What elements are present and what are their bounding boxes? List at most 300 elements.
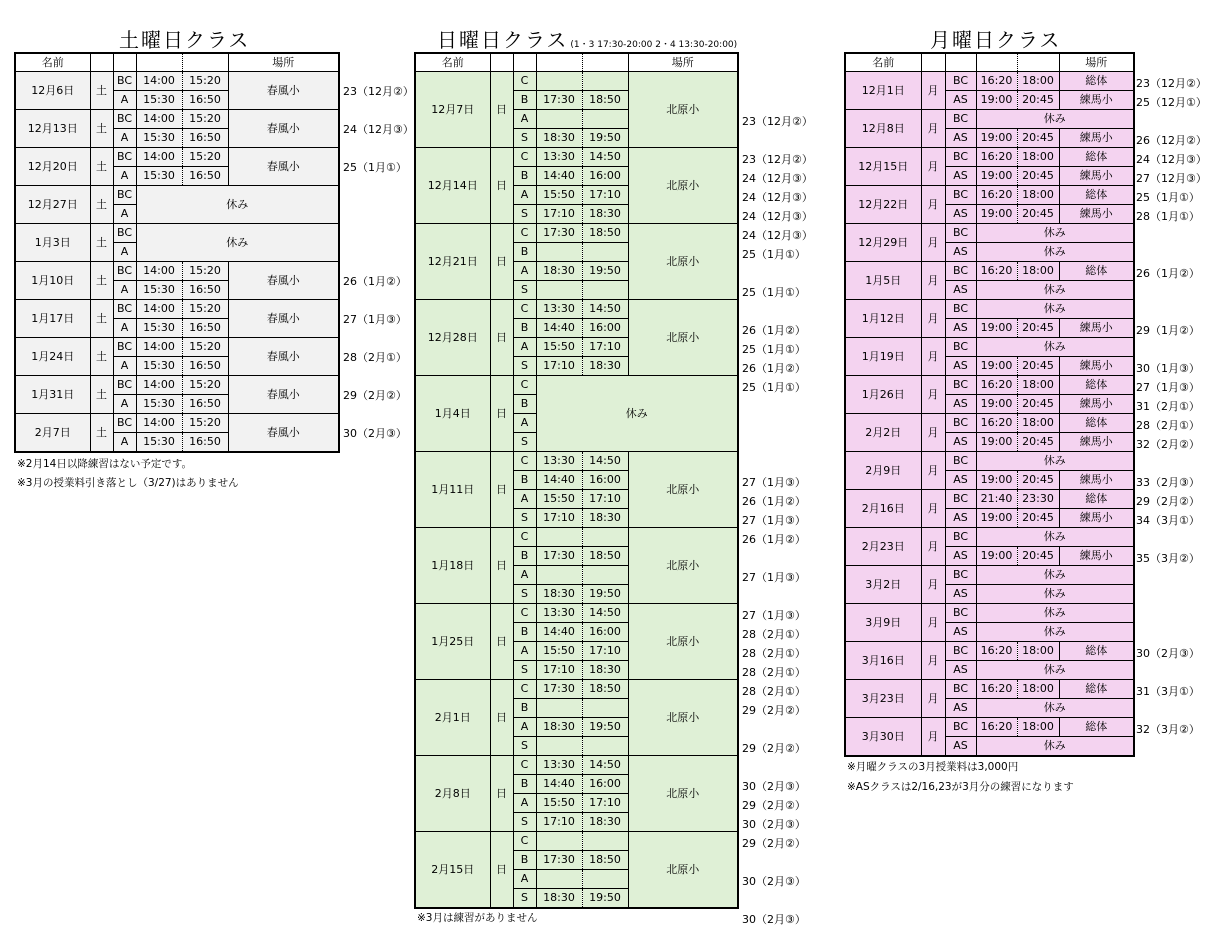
end-time-cell: 16:00 (582, 319, 628, 338)
place-cell: 総体 (1059, 414, 1134, 433)
count-label: 34（3月①） (1136, 514, 1200, 527)
count-label: 26（1月②） (742, 324, 806, 337)
class-cell: B (513, 395, 536, 414)
date-cell: 1月18日 (415, 528, 490, 604)
table-row (15, 376, 339, 395)
weekday-cell: 月 (921, 338, 945, 376)
place-cell: 北原小 (628, 300, 738, 376)
class-cell: BC (113, 338, 136, 357)
weekday-cell: 土 (90, 72, 113, 110)
header-row (845, 53, 1134, 72)
start-time-cell (536, 281, 582, 300)
weekday-cell: 月 (921, 376, 945, 414)
count-label: 33（2月③） (1136, 476, 1200, 489)
class-cell: B (513, 167, 536, 186)
date-cell: 12月28日 (415, 300, 490, 376)
count-label: 28（2月①） (1136, 419, 1200, 432)
weekday-cell: 月 (921, 566, 945, 604)
count-label: 30（1月③） (1136, 362, 1200, 375)
start-time-cell: 14:00 (136, 414, 182, 433)
count-label: 29（2月②） (1136, 495, 1200, 508)
class-cell: BC (945, 452, 976, 471)
date-cell: 3月16日 (845, 642, 921, 680)
class-cell: S (513, 661, 536, 680)
start-time-cell: 14:00 (136, 300, 182, 319)
weekday-cell: 月 (921, 490, 945, 528)
end-time-cell: 20:45 (1017, 319, 1059, 338)
place-cell: 北原小 (628, 224, 738, 300)
place-cell: 春風小 (228, 110, 339, 148)
end-time-cell: 18:00 (1017, 186, 1059, 205)
header-blank (536, 53, 582, 72)
class-cell: A (113, 319, 136, 338)
class-cell: A (113, 281, 136, 300)
class-cell: BC (945, 718, 976, 737)
end-time-cell: 16:50 (182, 129, 228, 148)
table-row (845, 718, 1134, 737)
end-time-cell: 18:30 (582, 205, 628, 224)
class-cell: A (513, 870, 536, 889)
table-row (15, 110, 339, 129)
start-time-cell: 15:30 (136, 91, 182, 110)
table-row (415, 604, 738, 623)
place-cell: 練馬小 (1059, 357, 1134, 376)
end-time-cell: 15:20 (182, 148, 228, 167)
count-label: 29（2月②） (343, 389, 407, 402)
table-row (415, 224, 738, 243)
class-cell: A (513, 490, 536, 509)
start-time-cell: 14:00 (136, 72, 182, 91)
count-label: 26（1月②） (742, 495, 806, 508)
header-place: 場所 (1059, 53, 1134, 72)
end-time-cell: 18:00 (1017, 148, 1059, 167)
rest-cell: 休み (976, 737, 1134, 757)
start-time-cell: 13:30 (536, 756, 582, 775)
header-row (15, 53, 339, 72)
place-cell: 練馬小 (1059, 395, 1134, 414)
date-cell: 12月6日 (15, 72, 90, 110)
count-label: 30（2月③） (343, 427, 407, 440)
end-time-cell: 19:50 (582, 585, 628, 604)
start-time-cell: 17:10 (536, 357, 582, 376)
class-cell: BC (945, 110, 976, 129)
rest-cell: 休み (976, 224, 1134, 243)
end-time-cell: 15:20 (182, 376, 228, 395)
start-time-cell (536, 870, 582, 889)
count-label: 26（12月②） (1136, 134, 1207, 147)
class-cell: C (513, 832, 536, 851)
end-time-cell: 18:00 (1017, 376, 1059, 395)
class-cell: C (513, 300, 536, 319)
place-cell: 春風小 (228, 376, 339, 414)
class-cell: A (513, 794, 536, 813)
header-name: 名前 (415, 53, 490, 72)
start-time-cell: 15:30 (136, 129, 182, 148)
end-time-cell: 20:45 (1017, 357, 1059, 376)
weekday-cell: 月 (921, 718, 945, 757)
class-cell: S (513, 737, 536, 756)
count-label: 29（2月②） (742, 799, 806, 812)
place-cell: 総体 (1059, 376, 1134, 395)
end-time-cell: 19:50 (582, 129, 628, 148)
class-cell: S (513, 433, 536, 452)
start-time-cell (536, 72, 582, 91)
note-text: ※3月は練習がありません (417, 912, 538, 924)
header-blank (1017, 53, 1059, 72)
place-cell: 練馬小 (1059, 471, 1134, 490)
class-cell: A (113, 395, 136, 414)
start-time-cell: 14:00 (136, 148, 182, 167)
date-cell: 12月27日 (15, 186, 90, 224)
table-row (845, 376, 1134, 395)
rest-cell: 休み (976, 281, 1134, 300)
sunday-schedule-table (414, 52, 739, 909)
weekday-cell: 月 (921, 528, 945, 566)
count-label: 29（1月②） (1136, 324, 1200, 337)
end-time-cell: 18:30 (582, 813, 628, 832)
place-cell: 春風小 (228, 338, 339, 376)
end-time-cell: 20:45 (1017, 205, 1059, 224)
start-time-cell: 16:20 (976, 72, 1017, 91)
weekday-cell: 月 (921, 148, 945, 186)
count-label: 24（12月③） (343, 123, 414, 136)
table-row (15, 148, 339, 167)
place-cell: 総体 (1059, 186, 1134, 205)
end-time-cell: 18:00 (1017, 262, 1059, 281)
place-cell: 総体 (1059, 148, 1134, 167)
start-time-cell: 15:30 (136, 167, 182, 186)
count-label: 27（1月③） (1136, 381, 1200, 394)
class-cell: B (513, 547, 536, 566)
header-blank (582, 53, 628, 72)
table-row (845, 414, 1134, 433)
start-time-cell: 14:40 (536, 167, 582, 186)
class-cell: BC (113, 300, 136, 319)
count-label: 28（2月①） (742, 685, 806, 698)
class-cell: S (513, 357, 536, 376)
class-cell: AS (945, 433, 976, 452)
header-blank (945, 53, 976, 72)
end-time-cell (582, 528, 628, 547)
start-time-cell (536, 110, 582, 129)
date-cell: 3月23日 (845, 680, 921, 718)
count-label: 31（2月①） (1136, 400, 1200, 413)
place-cell: 練馬小 (1059, 509, 1134, 528)
end-time-cell: 15:20 (182, 338, 228, 357)
class-cell: B (513, 623, 536, 642)
end-time-cell: 17:10 (582, 186, 628, 205)
class-cell: S (513, 813, 536, 832)
date-cell: 1月19日 (845, 338, 921, 376)
end-time-cell: 15:20 (182, 72, 228, 91)
weekday-cell: 日 (490, 376, 513, 452)
start-time-cell: 15:30 (136, 357, 182, 376)
date-cell: 2月9日 (845, 452, 921, 490)
end-time-cell: 15:20 (182, 300, 228, 319)
weekday-cell: 日 (490, 832, 513, 909)
class-cell: AS (945, 357, 976, 376)
class-cell: BC (945, 566, 976, 585)
rest-cell: 休み (976, 585, 1134, 604)
start-time-cell: 17:30 (536, 547, 582, 566)
start-time-cell: 13:30 (536, 148, 582, 167)
date-cell: 12月1日 (845, 72, 921, 110)
count-label: 28（2月①） (742, 628, 806, 641)
place-cell: 北原小 (628, 148, 738, 224)
weekday-cell: 月 (921, 224, 945, 262)
start-time-cell: 15:50 (536, 642, 582, 661)
end-time-cell: 18:30 (582, 509, 628, 528)
class-cell: A (513, 186, 536, 205)
end-time-cell: 20:45 (1017, 167, 1059, 186)
date-cell: 2月2日 (845, 414, 921, 452)
end-time-cell: 19:50 (582, 889, 628, 909)
weekday-cell: 日 (490, 148, 513, 224)
rest-cell: 休み (536, 376, 738, 452)
place-cell: 練馬小 (1059, 547, 1134, 566)
count-label: 25（1月①） (1136, 191, 1200, 204)
class-cell: BC (945, 376, 976, 395)
class-cell: BC (945, 490, 976, 509)
start-time-cell: 19:00 (976, 357, 1017, 376)
start-time-cell: 16:20 (976, 642, 1017, 661)
start-time-cell: 18:30 (536, 889, 582, 909)
end-time-cell: 20:45 (1017, 509, 1059, 528)
saturday-schedule-table (14, 52, 340, 453)
count-label: 27（1月③） (742, 476, 806, 489)
table-row (15, 338, 339, 357)
weekday-cell: 月 (921, 186, 945, 224)
date-cell: 12月13日 (15, 110, 90, 148)
class-cell: BC (945, 148, 976, 167)
table-row (845, 110, 1134, 129)
weekday-cell: 日 (490, 680, 513, 756)
monday-schedule-table (844, 52, 1135, 757)
class-cell: S (513, 509, 536, 528)
header-blank (136, 53, 182, 72)
note-text: ※月曜クラスの3月授業料は3,000円 (847, 761, 1019, 773)
place-cell: 練馬小 (1059, 91, 1134, 110)
count-label: 27（1月③） (742, 571, 806, 584)
weekday-cell: 月 (921, 414, 945, 452)
class-cell: A (513, 338, 536, 357)
place-cell: 春風小 (228, 262, 339, 300)
start-time-cell: 19:00 (976, 433, 1017, 452)
date-cell: 3月9日 (845, 604, 921, 642)
class-cell: A (513, 566, 536, 585)
place-cell: 春風小 (228, 414, 339, 453)
count-label: 29（2月②） (742, 837, 806, 850)
table-row (845, 680, 1134, 699)
place-cell: 北原小 (628, 452, 738, 528)
start-time-cell: 15:50 (536, 338, 582, 357)
count-label: 26（1月②） (742, 533, 806, 546)
class-cell: S (513, 889, 536, 909)
start-time-cell: 17:10 (536, 661, 582, 680)
place-cell: 春風小 (228, 72, 339, 110)
end-time-cell: 16:50 (182, 91, 228, 110)
date-cell: 1月26日 (845, 376, 921, 414)
end-time-cell: 20:45 (1017, 395, 1059, 414)
class-cell: A (113, 243, 136, 262)
count-label: 23（12月②） (1136, 77, 1207, 90)
class-cell: AS (945, 91, 976, 110)
end-time-cell: 20:45 (1017, 547, 1059, 566)
count-label: 24（12月③） (742, 191, 813, 204)
class-cell: A (513, 262, 536, 281)
table-row (845, 300, 1134, 319)
end-time-cell: 15:20 (182, 414, 228, 433)
count-label: 30（2月③） (742, 780, 806, 793)
date-cell: 1月17日 (15, 300, 90, 338)
rest-cell: 休み (976, 661, 1134, 680)
count-label: 23（12月②） (742, 115, 813, 128)
count-label: 24（12月③） (742, 229, 813, 242)
table-row (845, 490, 1134, 509)
class-cell: AS (945, 585, 976, 604)
start-time-cell: 14:00 (136, 376, 182, 395)
class-cell: BC (113, 72, 136, 91)
table-row (845, 528, 1134, 547)
header-row (415, 53, 738, 72)
count-label: 30（2月③） (742, 818, 806, 831)
place-cell: 総体 (1059, 490, 1134, 509)
count-label: 25（1月①） (742, 248, 806, 261)
rest-cell: 休み (976, 528, 1134, 547)
end-time-cell: 18:00 (1017, 680, 1059, 699)
start-time-cell: 18:30 (536, 129, 582, 148)
count-label: 32（3月②） (1136, 723, 1200, 736)
class-cell: A (113, 129, 136, 148)
class-cell: BC (113, 376, 136, 395)
table-row (845, 72, 1134, 91)
table-row (15, 300, 339, 319)
start-time-cell: 19:00 (976, 509, 1017, 528)
count-label: 25（1月①） (343, 161, 407, 174)
count-label: 31（3月①） (1136, 685, 1200, 698)
date-cell: 1月24日 (15, 338, 90, 376)
class-cell: BC (945, 604, 976, 623)
start-time-cell: 17:30 (536, 680, 582, 699)
date-cell: 3月30日 (845, 718, 921, 757)
end-time-cell: 20:45 (1017, 433, 1059, 452)
class-cell: AS (945, 737, 976, 757)
end-time-cell: 14:50 (582, 300, 628, 319)
saturday-title: 土曜日クラス (119, 28, 251, 52)
header-blank (90, 53, 113, 72)
date-cell: 2月7日 (15, 414, 90, 453)
rest-cell: 休み (976, 604, 1134, 623)
table-row (845, 224, 1134, 243)
table-row (845, 642, 1134, 661)
place-cell: 総体 (1059, 642, 1134, 661)
header-place: 場所 (628, 53, 738, 72)
end-time-cell: 18:50 (582, 547, 628, 566)
end-time-cell: 18:30 (582, 661, 628, 680)
class-cell: AS (945, 509, 976, 528)
count-label: 24（12月③） (1136, 153, 1207, 166)
table-row (415, 376, 738, 395)
start-time-cell (536, 566, 582, 585)
end-time-cell: 14:50 (582, 756, 628, 775)
weekday-cell: 月 (921, 262, 945, 300)
rest-cell: 休み (976, 300, 1134, 319)
end-time-cell: 18:00 (1017, 72, 1059, 91)
rest-cell: 休み (976, 623, 1134, 642)
start-time-cell: 16:20 (976, 262, 1017, 281)
place-cell: 総体 (1059, 72, 1134, 91)
table-row (15, 72, 339, 91)
date-cell: 12月7日 (415, 72, 490, 148)
count-label: 23（12月②） (742, 153, 813, 166)
sunday-subtitle: (1・3 17:30-20:00 2・4 13:30-20:00) (570, 40, 738, 50)
count-label: 25（1月①） (742, 381, 806, 394)
note-text: ※2月14日以降練習はない予定です。 (17, 458, 192, 470)
start-time-cell: 14:00 (136, 338, 182, 357)
header-blank (921, 53, 945, 72)
count-label: 35（3月②） (1136, 552, 1200, 565)
count-label: 25（1月①） (742, 343, 806, 356)
start-time-cell: 19:00 (976, 319, 1017, 338)
class-cell: BC (113, 262, 136, 281)
start-time-cell: 15:50 (536, 186, 582, 205)
place-cell: 北原小 (628, 680, 738, 756)
count-label: 27（1月③） (343, 313, 407, 326)
start-time-cell: 14:40 (536, 775, 582, 794)
class-cell: S (513, 585, 536, 604)
rest-cell: 休み (136, 186, 339, 224)
start-time-cell: 18:30 (536, 585, 582, 604)
class-cell: AS (945, 129, 976, 148)
class-cell: BC (945, 300, 976, 319)
count-label: 24（12月③） (742, 210, 813, 223)
end-time-cell: 16:00 (582, 623, 628, 642)
table-row (415, 148, 738, 167)
start-time-cell (536, 737, 582, 756)
end-time-cell (582, 699, 628, 718)
end-time-cell: 18:50 (582, 224, 628, 243)
class-cell: S (513, 205, 536, 224)
end-time-cell: 15:20 (182, 262, 228, 281)
weekday-cell: 月 (921, 604, 945, 642)
class-cell: BC (945, 72, 976, 91)
count-label: 27（12月③） (1136, 172, 1207, 185)
class-cell: C (513, 680, 536, 699)
end-time-cell: 16:50 (182, 433, 228, 453)
weekday-cell: 日 (490, 300, 513, 376)
header-blank (976, 53, 1017, 72)
weekday-cell: 日 (490, 756, 513, 832)
start-time-cell: 13:30 (536, 300, 582, 319)
count-label: 28（2月①） (742, 647, 806, 660)
end-time-cell: 16:50 (182, 167, 228, 186)
table-row (15, 186, 339, 205)
class-cell: AS (945, 205, 976, 224)
header-blank (113, 53, 136, 72)
start-time-cell: 16:20 (976, 186, 1017, 205)
class-cell: AS (945, 471, 976, 490)
end-time-cell (582, 72, 628, 91)
class-cell: A (113, 91, 136, 110)
rest-cell: 休み (136, 224, 339, 262)
date-cell: 1月12日 (845, 300, 921, 338)
count-label: 27（1月③） (742, 514, 806, 527)
class-cell: A (113, 167, 136, 186)
class-cell: BC (113, 224, 136, 243)
weekday-cell: 土 (90, 338, 113, 376)
class-cell: BC (945, 224, 976, 243)
class-cell: C (513, 148, 536, 167)
